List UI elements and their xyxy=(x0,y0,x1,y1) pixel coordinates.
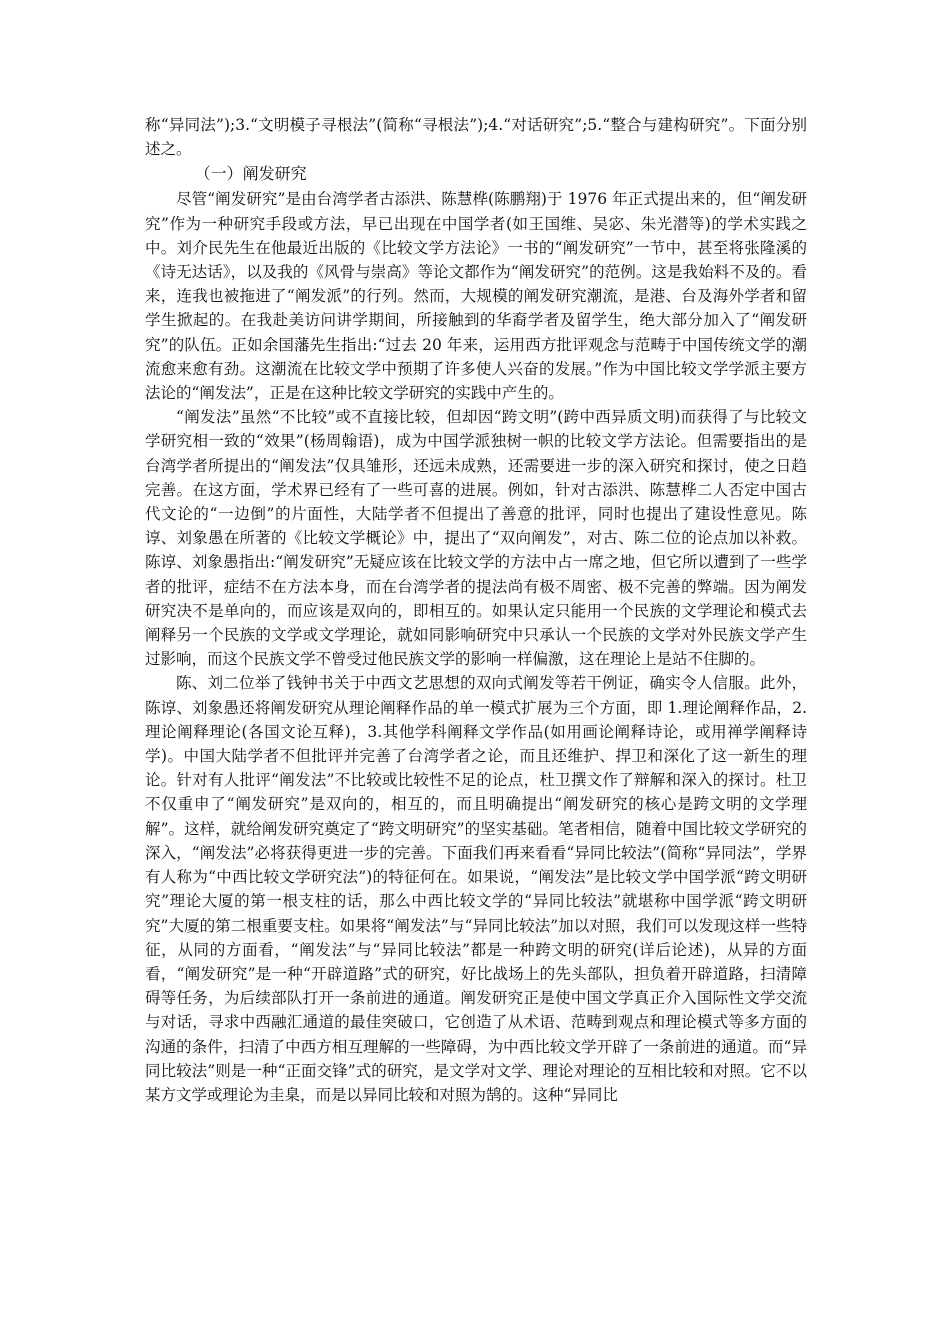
paragraph: 尽管“阐发研究”是由台湾学者古添洪、陈慧桦(陈鹏翔)于 1976 年正式提出来的，但“阐发研究”作为一种研究手段或方法，早已出现在中国学者(如王国维、吴宓、朱光潜等)的学术实践之中。刘介民先生在他最近出版的《比较文学方法论》一书的“阐发研究”一节中，甚至将张隆溪的《诗无达话》，以及我的《风骨与崇高》等论文都作为“阐发研究”的范例。这是我始料不及的。看来，连我也被拖进了“阐发派”的行列。然而，大规模的阐发研究潮流，是港、台及海外学者和留学生掀起的。在我赴美访问讲学期间，所接触到的华裔学者及留学生，绝大部分加入了“阐发研究”的队伍。正如余国藩先生指出:“过去 20 年来，运用西方批评观念与范畴于中国传统文学的潮流愈来愈有劲。这潮流在比较文学中预期了许多使人兴奋的发展。”作为中国比较文学学派主要方法论的“阐发法”，正是在这种比较文学研究的实践中产生的。 xyxy=(145,190,807,403)
paragraph: “阐发法”虽然“不比较”或不直接比较，但却因“跨文明”(跨中西异质文明)而获得了与比较文学研究相一致的“效果”(杨周翰语)，成为中国学派独树一帜的比较文学方法论。但需要指出的是台湾学者所提出的“阐发法”仅具雏形，还远未成熟，还需要进一步的深入研究和探讨，使之日趋完善。在这方面，学术界已经有了一些可喜的进展。例如，针对古添洪、陈慧桦二人否定中国古代文论的“一边倒”的片面性，大陆学者不但提出了善意的批评，同时也提出了建设性意见。陈谆、刘象愚在所著的《比较文学概论》中，提出了“双向阐发”，对古、陈二位的论点加以补救。陈谆、刘象愚指出:“阐发研究”无疑应该在比较文学的方法中占一席之地，但它所以遭到了一些学者的批评，症结不在方法本身，而在台湾学者的提法尚有极不周密、极不完善的弊端。因为阐发研究决不是单向的，而应该是双向的，即相互的。如果认定只能用一个民族的文学理论和模式去阐释另一个民族的文学或文学理论，就如同影响研究中只承认一个民族的文学对外民族文学产生过影响，而这个民族文学不曾受过他民族文学的影响一样偏激，这在理论上是站不住脚的。 xyxy=(145,408,807,669)
paragraph-continuation: 称“异同法”);3.“文明模子寻根法”(简称“寻根法”);4.“对话研究”;5.“整合与建构研究”。下面分别述之。 xyxy=(145,116,807,159)
paragraph: 陈、刘二位举了钱钟书关于中西文艺思想的双向式阐发等若干例证，确实令人信服。此外，陈谆、刘象愚还将阐发研究从理论阐释作品的单一模式扩展为三个方面，即 1.理论阐释作品，2.理论阐释理论(各国文论互释)，3.其他学科阐释文学作品(如用画论阐释诗论，或用禅学阐释诗学)。中国大陆学者不但批评并完善了台湾学者之论，而且还维护、捍卫和深化了这一新生的理论。针对有人批评“阐发法”不比较或比较性不足的论点，杜卫撰文作了辩解和深入的探讨。杜卫不仅重申了“阐发研究”是双向的，相互的，而且明确提出“阐发研究的核心是跨文明的文学理解”。这样，就给阐发研究奠定了“跨文明研究”的坚实基础。笔者相信，随着中国比较文学研究的深入，“阐发法”必将获得更进一步的完善。下面我们再来看看“异同比较法”(简称“异同法”，学界有人称为“中西比较文学研究法”)的特征何在。如果说，“阐发法”是比较文学中国学派“跨文明研究”理论大厦的第一根支柱的话，那么中西比较文学的“异同比较法”就堪称中国学派“跨文明研究”大厦的第二根重要支柱。如果将“阐发法”与“异同比较法”加以对照，我们可以发现这样一些特征，从同的方面看，“阐发法”与“异同比较法”都是一种跨文明的研究(详后论述)，从异的方面看，“阐发研究”是一种“开辟道路”式的研究，好比战场上的先头部队，担负着开辟道路，扫清障碍等任务，为后续部队打开一条前进的通道。阐发研究正是使中国文学真正介入国际性文学交流与对话，寻求中西融汇通道的最佳突破口，它创造了从术语、范畴到观点和理论模式等多方面的沟通的条件，扫清了中西方相互理解的一些障碍，为中西比较文学开辟了一条前进的通道。而“异同比较法”则是一种“正面交锋”式的研究，是文学对文学、理论对理论的互相比较和对照。它不以某方文学或理论为圭臬，而是以异同比较和对照为鹄的。这种“异同比 xyxy=(145,674,807,1104)
document-page xyxy=(145,113,807,1107)
section-heading: （一）阐发研究 xyxy=(194,164,307,184)
